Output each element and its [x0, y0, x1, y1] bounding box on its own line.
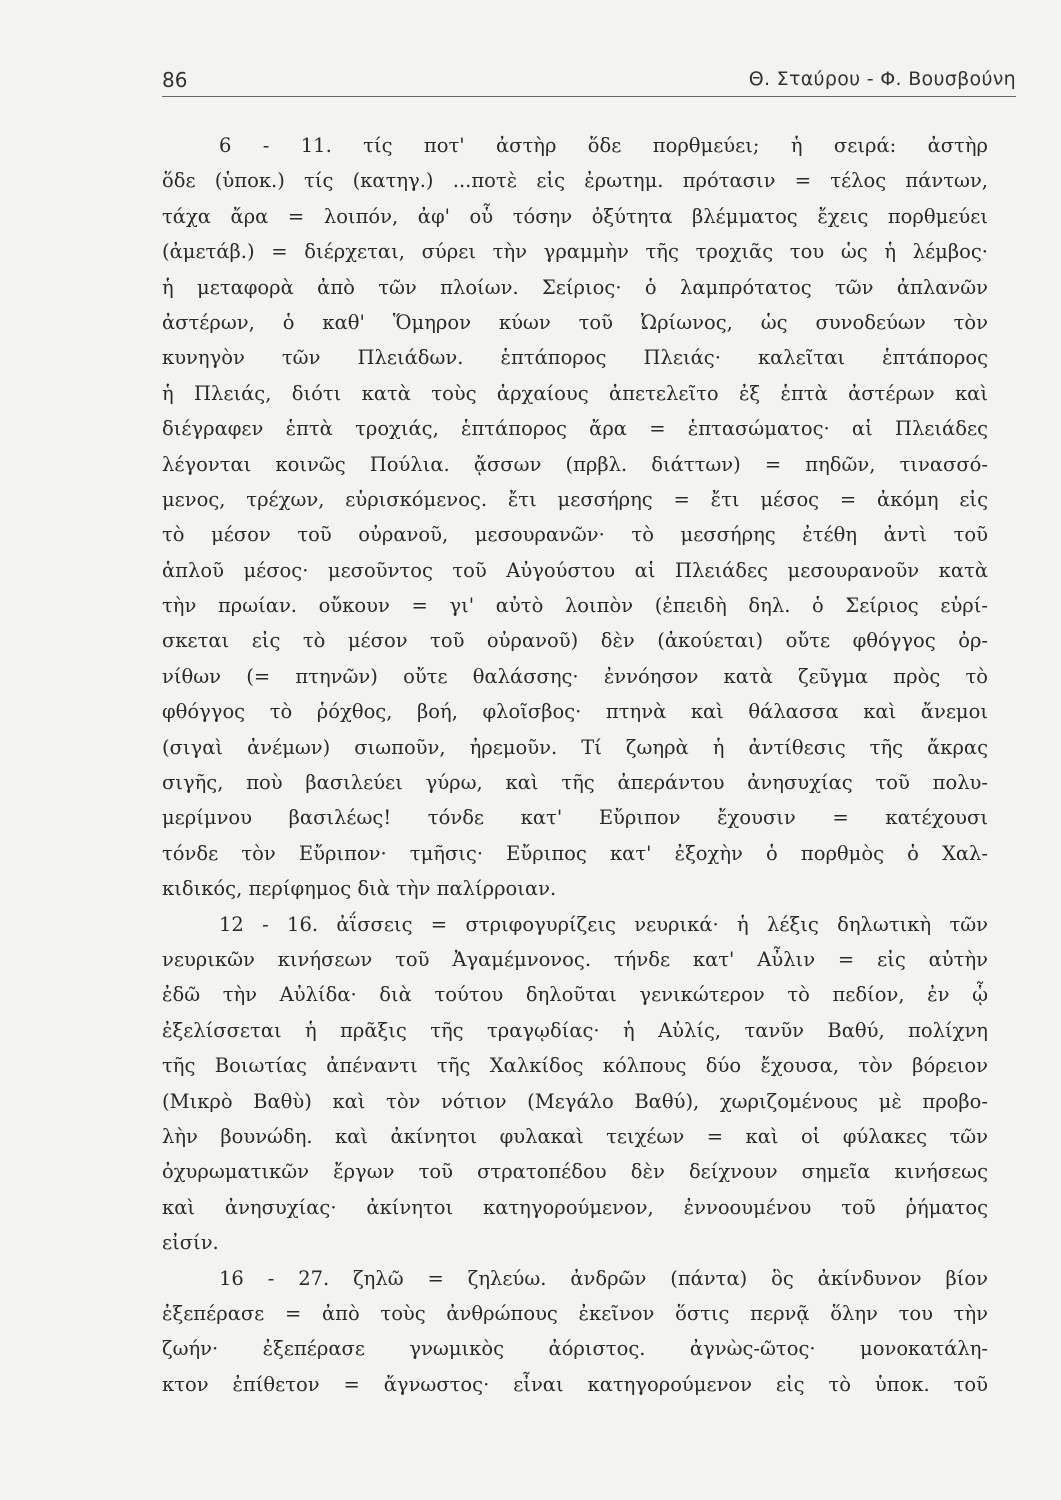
commentary-text: [162, 128, 988, 1402]
text-line: λὴν βουνώδη. καὶ ἀκίνητοι φυλακαὶ τειχέων = καὶ οἱ φύλακες τῶν: [162, 1124, 988, 1148]
page-number: 86: [162, 68, 188, 92]
text-line: εἰσίν.: [162, 1231, 219, 1255]
text-line: κτον ἐπίθετον = ἄγνωστος· εἶναι κατηγορούμενον εἰς τὸ ὑποκ. τοῦ: [162, 1372, 988, 1396]
text-line: διέγραφεν ἑπτὰ τροχιάς, ἑπτάπορος ἄρα = ἑπτασώματος· αἱ Πλειάδες: [162, 417, 988, 441]
text-line: ὀχυρωματικῶν ἔργων τοῦ στρατοπέδου δὲν δείχνουν σημεῖα κινήσεως: [162, 1160, 988, 1184]
text-line: καὶ ἀνησυχίας· ἀκίνητοι κατηγορούμενον, ἐννοουμένου τοῦ ῥήματος: [162, 1195, 988, 1219]
text-line: τὴν πρωίαν. οὔκουν = γι' αὐτὸ λοιπὸν (ἐπειδὴ δηλ. ὁ Σείριος εὑρί-: [162, 594, 988, 618]
text-line: τάχα ἄρα = λοιπόν, ἀφ' οὗ τόσην ὀξύτητα βλέμματος ἔχεις πορθμεύει: [162, 204, 988, 228]
header-rule: [162, 96, 1016, 97]
text-line: ἐξελίσσεται ἡ πρᾶξις τῆς τραγῳδίας· ἡ Αὐλίς, τανῦν Βαθύ, πολίχνη: [162, 1018, 988, 1042]
text-line: (σιγαὶ ἀνέμων) σιωποῦν, ἠρεμοῦν. Τί ζωηρὰ ἡ ἀντίθεσις τῆς ἄκρας: [162, 735, 988, 759]
text-line: (ἀμετάβ.) = διέρχεται, σύρει τὴν γραμμὴν τῆς τροχιᾶς του ὡς ἡ λέμβος·: [162, 240, 988, 264]
text-line: σιγῆς, ποὺ βασιλεύει γύρω, καὶ τῆς ἀπεράντου ἀνησυχίας τοῦ πολυ-: [162, 771, 988, 795]
text-line: τόνδε τὸν Εὔριπον· τμῆσις· Εὔριπος κατ' ἐξοχὴν ὁ πορθμὸς ὁ Χαλ-: [162, 841, 988, 865]
text-line: (Μικρὸ Βαθὺ) καὶ τὸν νότιον (Μεγάλο Βαθύ), χωριζομένους μὲ προβο-: [162, 1089, 988, 1113]
text-line: 16 - 27. ζηλῶ = ζηλεύω. ἀνδρῶν (πάντα) ὃς ἀκίνδυνον βίον: [219, 1266, 988, 1290]
text-line: ζωήν· ἐξεπέρασε γνωμικὸς ἀόριστος. ἀγνὼς-ῶτος· μονοκατάλη-: [162, 1337, 988, 1361]
text-line: ἡ Πλειάς, διότι κατὰ τοὺς ἀρχαίους ἀπετελεῖτο ἐξ ἑπτὰ ἀστέρων καὶ: [162, 381, 988, 405]
text-line: κιδικός, περίφημος διὰ τὴν παλίρροιαν.: [162, 877, 557, 901]
text-line: κυνηγὸν τῶν Πλειάδων. ἑπτάπορος Πλειάς· καλεῖται ἑπτάπορος: [162, 346, 988, 370]
text-line: τὸ μέσον τοῦ οὐρανοῦ, μεσουρανῶν· τὸ μεσσήρης ἐτέθη ἀντὶ τοῦ: [162, 523, 988, 547]
text-line: ἐδῶ τὴν Αὐλίδα· διὰ τούτου δηλοῦται γενικώτερον τὸ πεδίον, ἐν ᾧ: [162, 983, 988, 1007]
text-line: 6 - 11. τίς ποτ' ἀστὴρ ὅδε πορθμεύει; ἡ σειρά: ἀστὴρ: [219, 134, 988, 157]
text-line: μερίμνου βασιλέως! τόνδε κατ' Εὔριπον ἔχουσιν = κατέχουσι: [162, 806, 988, 830]
text-line: τῆς Βοιωτίας ἀπέναντι τῆς Χαλκίδος κόλπους δύο ἔχουσα, τὸν βόρειον: [162, 1054, 988, 1078]
text-line: ὅδε (ὑποκ.) τίς (κατηγ.) ...ποτὲ εἰς ἐρωτημ. πρότασιν = τέλος πάντων,: [162, 169, 988, 193]
text-line: μενος, τρέχων, εὑρισκόμενος. ἔτι μεσσήρης = ἔτι μέσος = ἀκόμη εἰς: [162, 487, 988, 511]
text-line: λέγονται κοινῶς Πούλια. ᾄσσων (πρβλ. διάττων) = πηδῶν, τινασσό-: [162, 452, 988, 476]
running-head: Θ. Σταύρου - Φ. Βουσβούνη: [748, 68, 1016, 90]
text-line: νευρικῶν κινήσεων τοῦ Ἀγαμέμνονος. τήνδε κατ' Αὖλιν = εἰς αὐτὴν: [162, 947, 988, 971]
text-line: ἡ μεταφορὰ ἀπὸ τῶν πλοίων. Σείριος· ὁ λαμπρότατος τῶν ἀπλανῶν: [162, 275, 988, 299]
text-line: ἐξεπέρασε = ἀπὸ τοὺς ἀνθρώπους ἐκεῖνον ὅστις περνᾷ ὅλην του τὴν: [162, 1301, 988, 1325]
text-line: ἁπλοῦ μέσος· μεσοῦντος τοῦ Αὐγούστου αἱ Πλειάδες μεσουρανοῦν κατὰ: [162, 558, 988, 582]
text-line: 12 - 16. ἀΐσσεις = στριφογυρίζεις νευρικά· ἡ λέξις δηλωτικὴ τῶν: [219, 912, 988, 936]
text-line: φθόγγος τὸ ῥόχθος, βοή, φλοῖσβος· πτηνὰ καὶ θάλασσα καὶ ἄνεμοι: [162, 700, 988, 724]
text-line: σκεται εἰς τὸ μέσον τοῦ οὐρανοῦ) δὲν (ἀκούεται) οὔτε φθόγγος ὀρ-: [162, 629, 988, 653]
text-line: νίθων (= πτηνῶν) οὔτε θαλάσσης· ἐννόησον κατὰ ζεῦγμα πρὸς τὸ: [162, 664, 988, 688]
text-line: ἀστέρων, ὁ καθ' Ὅμηρον κύων τοῦ Ὠρίωνος, ὡς συνοδεύων τὸν: [162, 310, 988, 334]
page-header: [162, 62, 1016, 102]
